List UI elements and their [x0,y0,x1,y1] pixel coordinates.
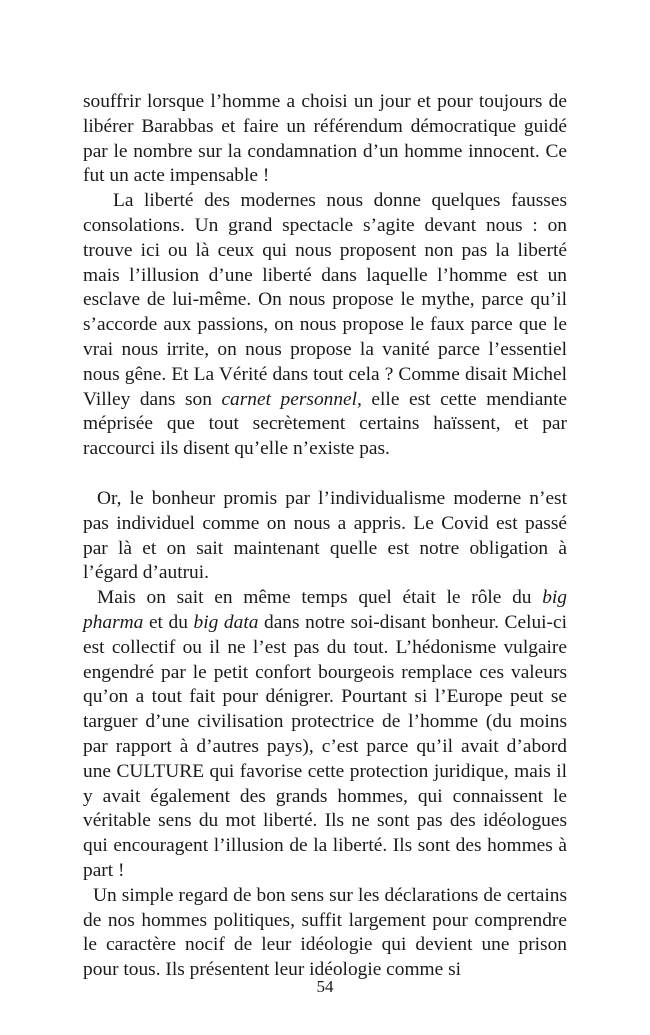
paragraph-4-text-a: Mais on sait en même temps quel était le rôle du [97,587,543,609]
page-number: 54 [316,977,334,996]
paragraph-3-text: Or, le bonheur promis par l’individualisme moderne n’est pas individuel comme on nous a appris. Le Covid est passé par là et on sait maintenant quelle est notre obligation à l’égard d’autrui. [83,487,567,584]
paragraph-2-text-a: La liberté des modernes nous donne quelques fausses consolations. Un grand spectacle s’agite devant nous : on trouve ici ou là ceux qui nous proposent non pas la liberté mais l’illusion d’une liberté dans laquelle l’homme est un esclave de lui-même. On nous propose le mythe, parce qu’il s’accorde aux passions, on nous propose le faux parce que le vrai nous irrite, on nous propose la vanité parce l’essentiel nous gêne. Et La Vérité dans tout cela ? Comme disait Michel Villey dans son [83,190,567,410]
paragraph-4-text-b: et du [143,611,194,633]
paragraph-2 [83,189,567,462]
paragraph-2-italic-title: carnet personnel, [221,388,362,410]
body-text [83,90,567,983]
paragraph-4-italic-big-data: big data [193,611,259,633]
paragraph-5 [83,884,567,983]
paragraph-5-text: Un simple regard de bon sens sur les déclarations de certains de nos hommes politiques, suffit largement pour comprendre le caractère nocif de leur idéologie qui devient une prison pour tous. Ils présentent leur idéologie comme si [83,884,567,981]
paragraph-gap [83,462,567,487]
paragraph-1 [83,90,567,189]
paragraph-1-text: souffrir lorsque l’homme a choisi un jour et pour toujours de libérer Barabbas et faire un référendum démocratique guidé par le nombre sur la condamnation d’un homme innocent. Ce fut un acte impensable ! [83,91,567,187]
paragraph-3 [83,487,567,586]
paragraph-4-italic-big-pharma: big pharma [83,587,567,633]
paragraph-4 [83,586,567,884]
paragraph-2-text-b: elle est cette mendiante méprisée que tout secrètement certains haïssent, et par raccourci ils disent qu’elle n’existe pas. [83,388,567,460]
paragraph-4-text-c: dans notre soi-disant bonheur. Celui-ci est collectif ou il ne l’est pas du tout. L’hédonisme vulgaire engendré par le petit confort bourgeois remplace ces valeurs qu’on a tout fait pour dénigrer. Pourtant si l’Europe peut se targuer d’une civilisation protectrice de l’homme (du moins par rapport à d’autres pays), c’est parce qu’il avait d’abord une CULTURE qui favorise cette protection juridique, mais il y avait également des grands hommes, qui connaissent le véritable sens du mot liberté. Ils ne sont pas des idéologues qui encouragent l’illusion de la liberté. Ils sont des hommes à part ! [83,611,567,881]
